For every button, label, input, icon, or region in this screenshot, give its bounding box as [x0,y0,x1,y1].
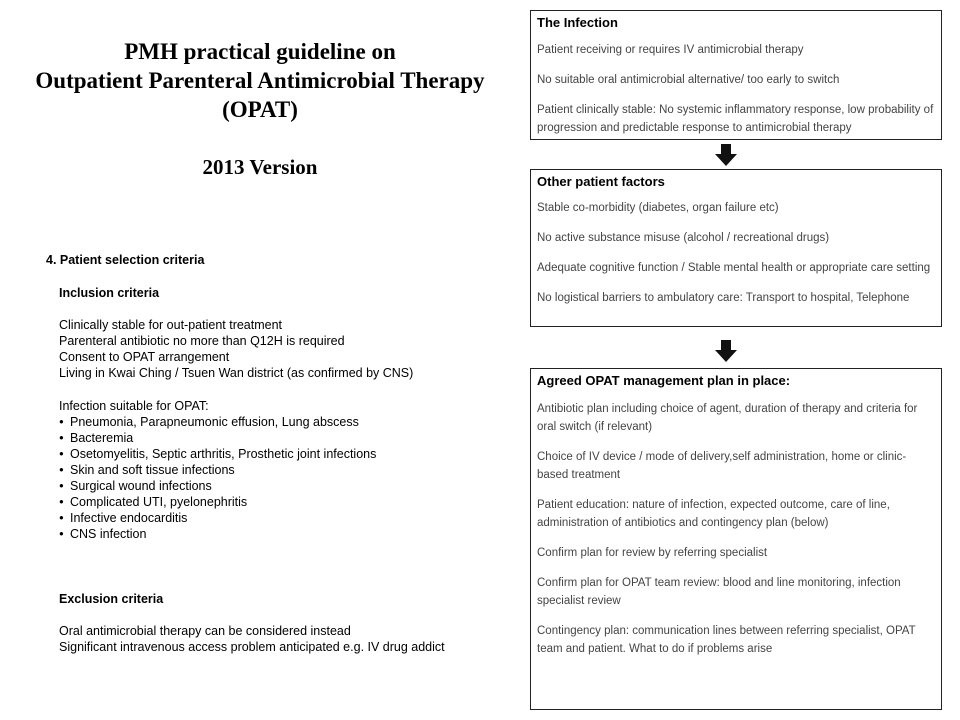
box-item: Contingency plan: communication lines between referring specialist, OPAT team and patient. What to do if problems arise [537,625,916,655]
list-item: Significant intravenous access problem anticipated e.g. IV drug addict [59,640,445,654]
document-title [20,37,500,124]
section-heading: 4. Patient selection criteria [46,253,205,267]
box-item: Patient receiving or requires IV antimicrobial therapy [537,44,804,56]
title-line: PMH practical guideline on [124,39,396,64]
patient-factors-box [530,169,942,327]
title-line: (OPAT) [222,97,298,122]
box-title: Agreed OPAT management plan in place: [537,373,791,388]
box-item: No active substance misuse (alcohol / recreational drugs) [537,232,830,244]
exclusion-list [59,623,445,655]
box-item: Patient education: nature of infection, expected outcome, care of line, administration of antibiotics and contingency plan (below) [537,499,890,529]
list-item: Living in Kwai Ching / Tsuen Wan district (as confirmed by CNS) [59,366,414,380]
infection-list [59,414,376,542]
list-item: ● Skin and soft tissue infections [59,462,376,478]
inclusion-heading: Inclusion criteria [59,286,160,300]
version-label: 2013 Version [202,155,318,179]
box-item: Antibiotic plan including choice of agent, duration of therapy and criteria for oral switch (if relevant) [537,403,918,433]
inclusion-list [59,317,413,381]
list-item: ● Pneumonia, Parapneumonic effusion, Lung abscess [59,414,376,430]
list-item: Oral antimicrobial therapy can be considered instead [59,624,351,638]
box-title: The Infection [537,15,618,30]
box-item: Stable co-morbidity (diabetes, organ failure etc) [537,202,779,214]
down-arrow-icon [715,144,737,166]
box-item: No suitable oral antimicrobial alternative/ too early to switch [537,74,840,86]
list-item: ● Surgical wound infections [59,478,376,494]
management-plan-box [530,368,942,710]
infection-box [530,10,942,140]
exclusion-heading: Exclusion criteria [59,592,164,606]
list-item: ● Bacteremia [59,430,376,446]
down-arrow-icon [715,340,737,362]
box-item: Confirm plan for OPAT team review: blood and line monitoring, infection specialist review [537,577,901,607]
list-item: ● Complicated UTI, pyelonephritis [59,494,376,510]
box-item: No logistical barriers to ambulatory care: Transport to hospital, Telephone [537,292,910,304]
list-item: ● Infective endocarditis [59,510,376,526]
box-item: Confirm plan for review by referring specialist [537,547,768,559]
box-item: Choice of IV device / mode of delivery,self administration, home or clinic-based treatment [537,451,907,481]
infection-heading: Infection suitable for OPAT: [59,399,209,413]
list-item: Consent to OPAT arrangement [59,350,230,364]
title-line: Outpatient Parenteral Antimicrobial Therapy [35,68,485,93]
list-item: Parenteral antibiotic no more than Q12H is required [59,334,345,348]
box-item: Patient clinically stable: No systemic inflammatory response, low probability of progression and predictable response to antimicrobial therapy [537,104,934,134]
list-item: ● CNS infection [59,526,376,542]
list-item: ● Osetomyelitis, Septic arthritis, Prosthetic joint infections [59,446,376,462]
box-title: Other patient factors [537,174,665,189]
list-item: Clinically stable for out-patient treatment [59,318,283,332]
box-item: Adequate cognitive function / Stable mental health or appropriate care setting [537,262,931,274]
